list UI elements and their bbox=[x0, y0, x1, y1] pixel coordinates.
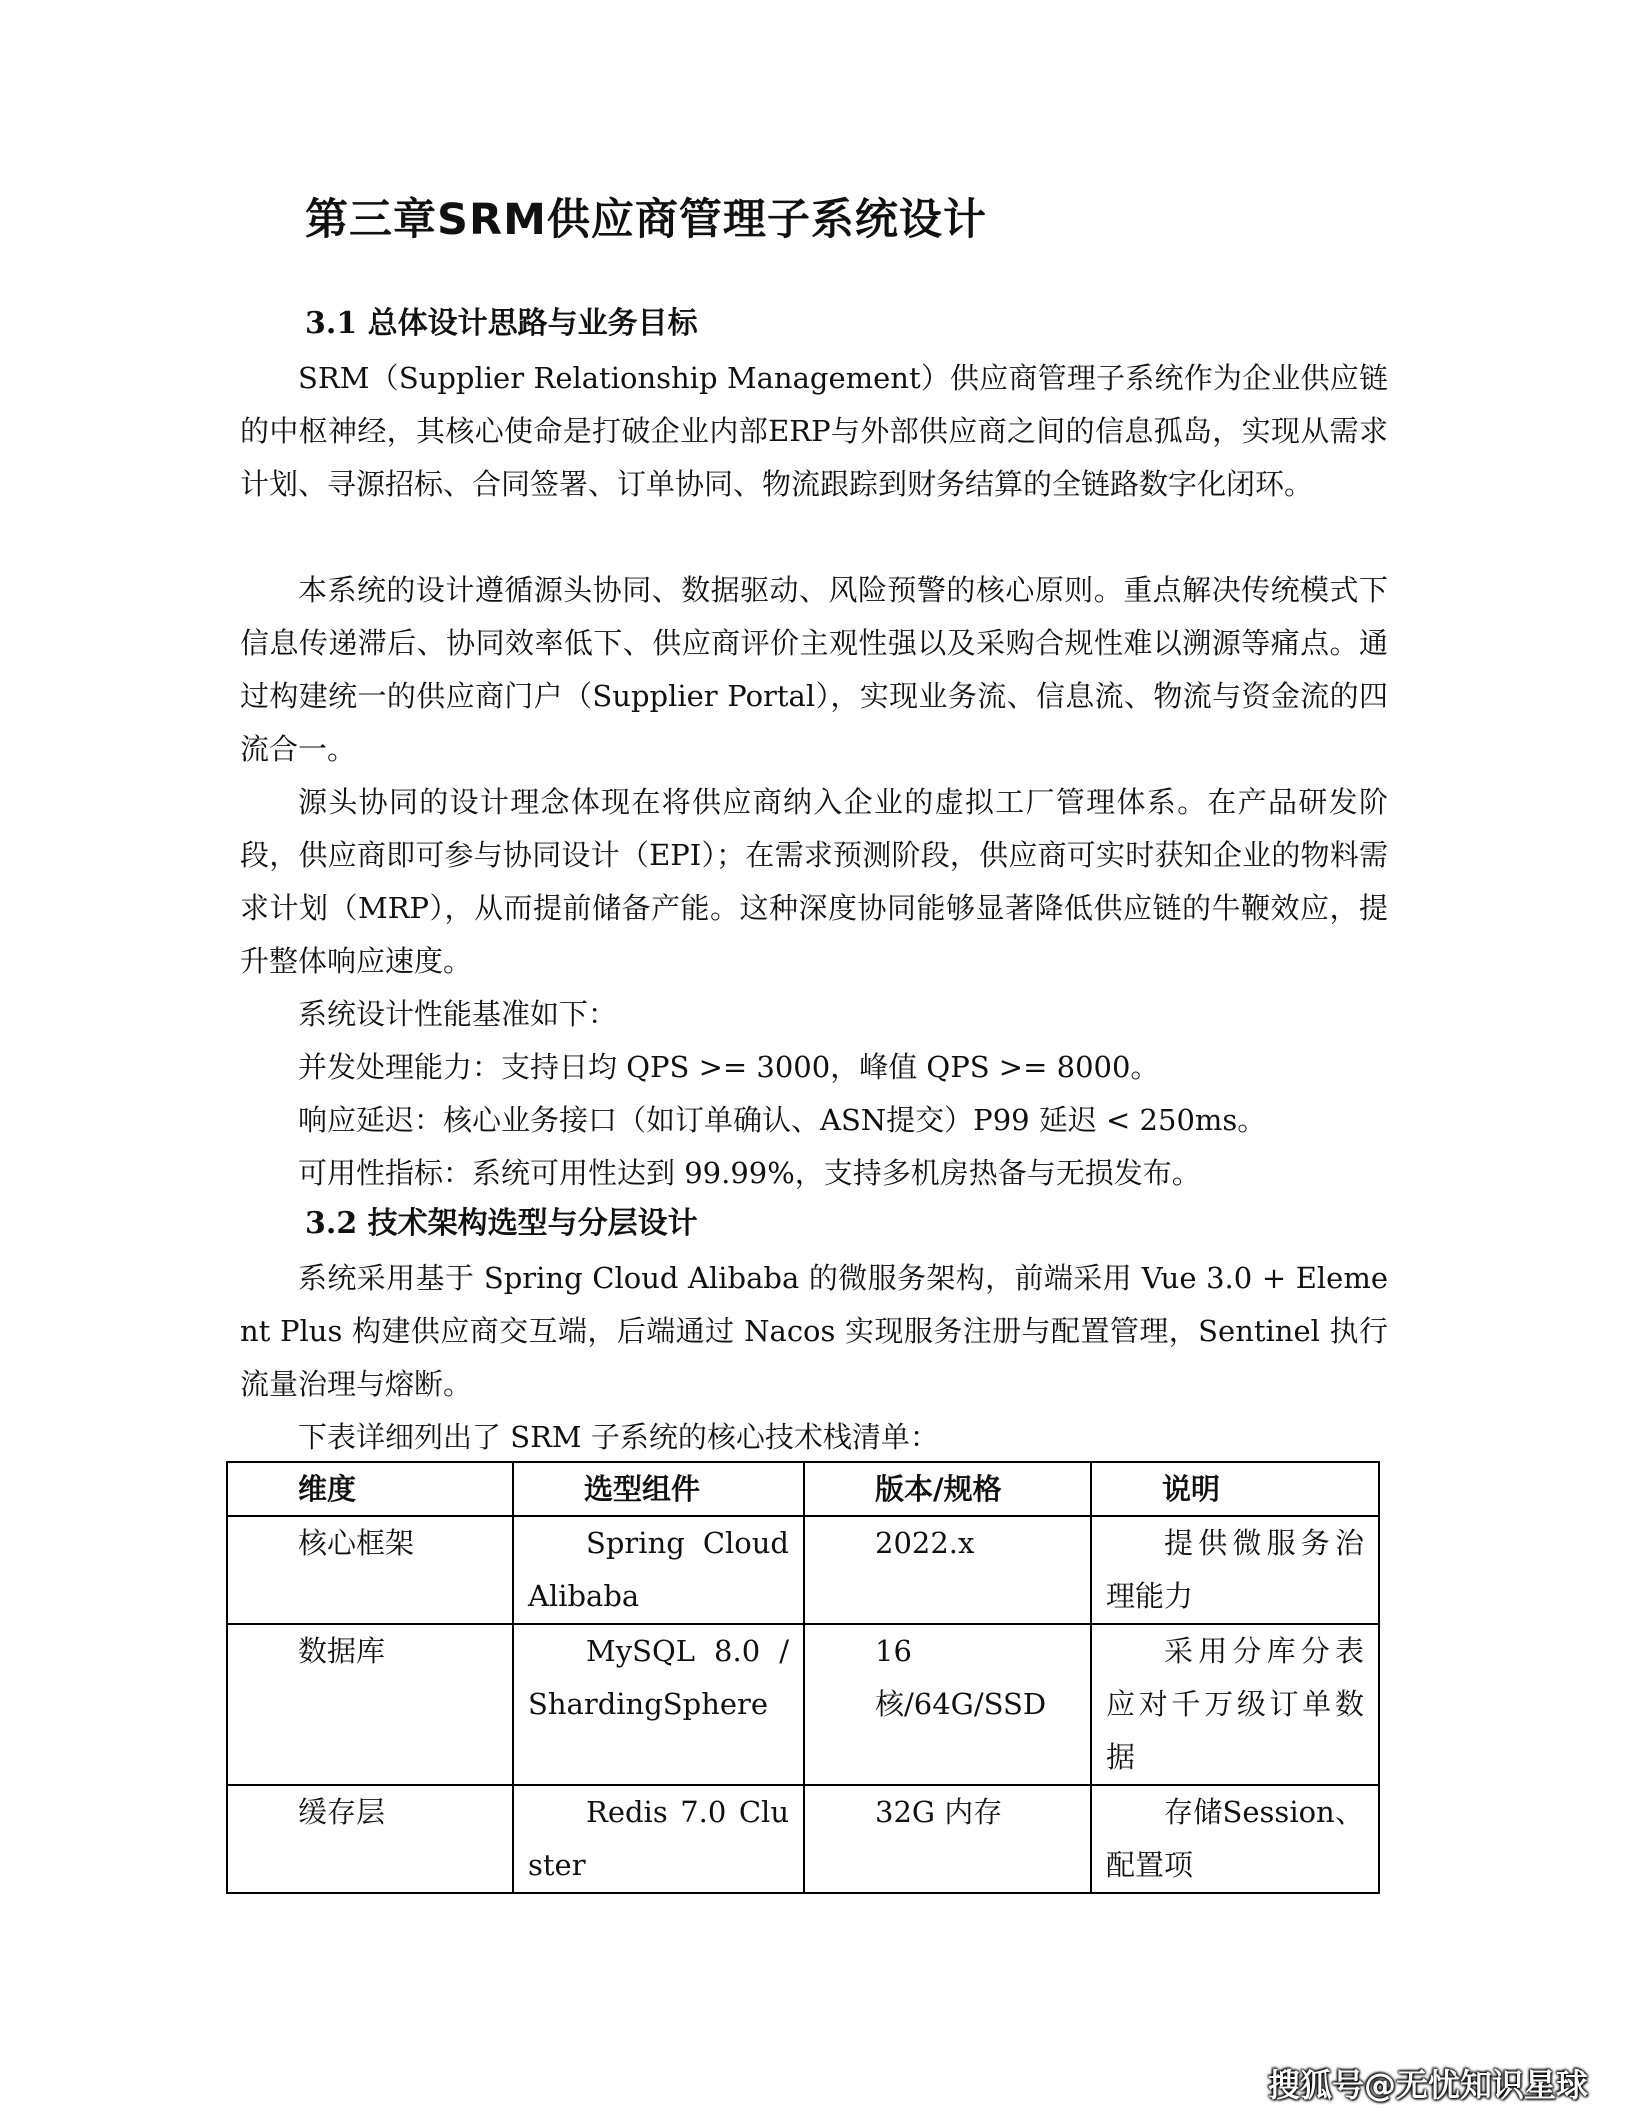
paragraph-source-collaboration: 源头协同的设计理念体现在将供应商纳入企业的虚拟工厂管理体系。在产品研发阶段，供应商即可参与协同设计（EPI）；在需求预测阶段，供应商可实时获知企业的物料需求计划（MRP），从而提前储备产能。这种深度协同能够显著降低供应链的牛鞭效应，提升整体响应速度。 bbox=[240, 785, 1388, 978]
tech-stack-table bbox=[226, 1461, 1380, 1894]
chapter-title: 第三章SRM供应商管理子系统设计 bbox=[305, 195, 987, 245]
table-intro: 下表详细列出了 SRM 子系统的核心技术栈清单： bbox=[298, 1420, 939, 1454]
header-component: 选型组件 bbox=[513, 1462, 804, 1516]
cell-dimension: 数据库 bbox=[227, 1624, 513, 1785]
cell-component: Spring Cloud Alibaba bbox=[513, 1516, 804, 1624]
header-dimension: 维度 bbox=[227, 1462, 513, 1516]
cell-dimension: 核心框架 bbox=[227, 1516, 513, 1624]
cell-component: Redis 7.0 Cluster bbox=[513, 1785, 804, 1893]
paragraph-srm-intro: SRM（Supplier Relationship Management）供应商管理子系统作为企业供应链的中枢神经，其核心使命是打破企业内部ERP与外部供应商之间的信息孤岛，实现从需求计划、寻源招标、合同签署、订单协同、物流跟踪到财务结算的全链路数字化闭环。 bbox=[240, 361, 1388, 501]
cell-component: MySQL 8.0 / ShardingSphere bbox=[513, 1624, 804, 1785]
watermark-text: 搜狐号@无忧知识星球 bbox=[1267, 2066, 1588, 2104]
cell-version: 32G 内存 bbox=[804, 1785, 1091, 1893]
cell-version: 16核/64G/SSD bbox=[804, 1624, 1091, 1785]
cell-description: 存储Session、配置项 bbox=[1091, 1785, 1379, 1893]
table-row bbox=[227, 1785, 1379, 1893]
section-heading-3-1: 3.1 总体设计思路与业务目标 bbox=[305, 306, 698, 341]
table-row bbox=[227, 1516, 1379, 1624]
section-heading-3-2: 3.2 技术架构选型与分层设计 bbox=[305, 1206, 698, 1241]
header-version: 版本/规格 bbox=[804, 1462, 1091, 1516]
cell-description: 采用分库分表应对千万级订单数据 bbox=[1091, 1624, 1379, 1785]
paragraph-architecture: 系统采用基于 Spring Cloud Alibaba 的微服务架构，前端采用 Vue 3.0 + Element Plus 构建供应商交互端，后端通过 Nacos 实现服务注册与配置管理，Sentinel 执行流量治理与熔断。 bbox=[240, 1261, 1388, 1401]
paragraph-design-principles: 本系统的设计遵循源头协同、数据驱动、风险预警的核心原则。重点解决传统模式下信息传递滞后、协同效率低下、供应商评价主观性强以及采购合规性难以溯源等痛点。通过构建统一的供应商门户（Supplier Portal），实现业务流、信息流、物流与资金流的四流合一。 bbox=[240, 573, 1388, 766]
performance-item-latency: 响应延迟：核心业务接口（如订单确认、ASN提交）P99 延迟 < 250ms。 bbox=[298, 1103, 1267, 1137]
performance-item-concurrency: 并发处理能力：支持日均 QPS >= 3000，峰值 QPS >= 8000。 bbox=[298, 1050, 1160, 1084]
header-description: 说明 bbox=[1091, 1462, 1379, 1516]
performance-intro: 系统设计性能基准如下： bbox=[298, 997, 618, 1031]
cell-dimension: 缓存层 bbox=[227, 1785, 513, 1893]
cell-version: 2022.x bbox=[804, 1516, 1091, 1624]
cell-description: 提供微服务治理能力 bbox=[1091, 1516, 1379, 1624]
table-row bbox=[227, 1624, 1379, 1785]
performance-item-availability: 可用性指标：系统可用性达到 99.99%，支持多机房热备与无损发布。 bbox=[298, 1156, 1201, 1190]
table-header-row bbox=[227, 1462, 1379, 1516]
